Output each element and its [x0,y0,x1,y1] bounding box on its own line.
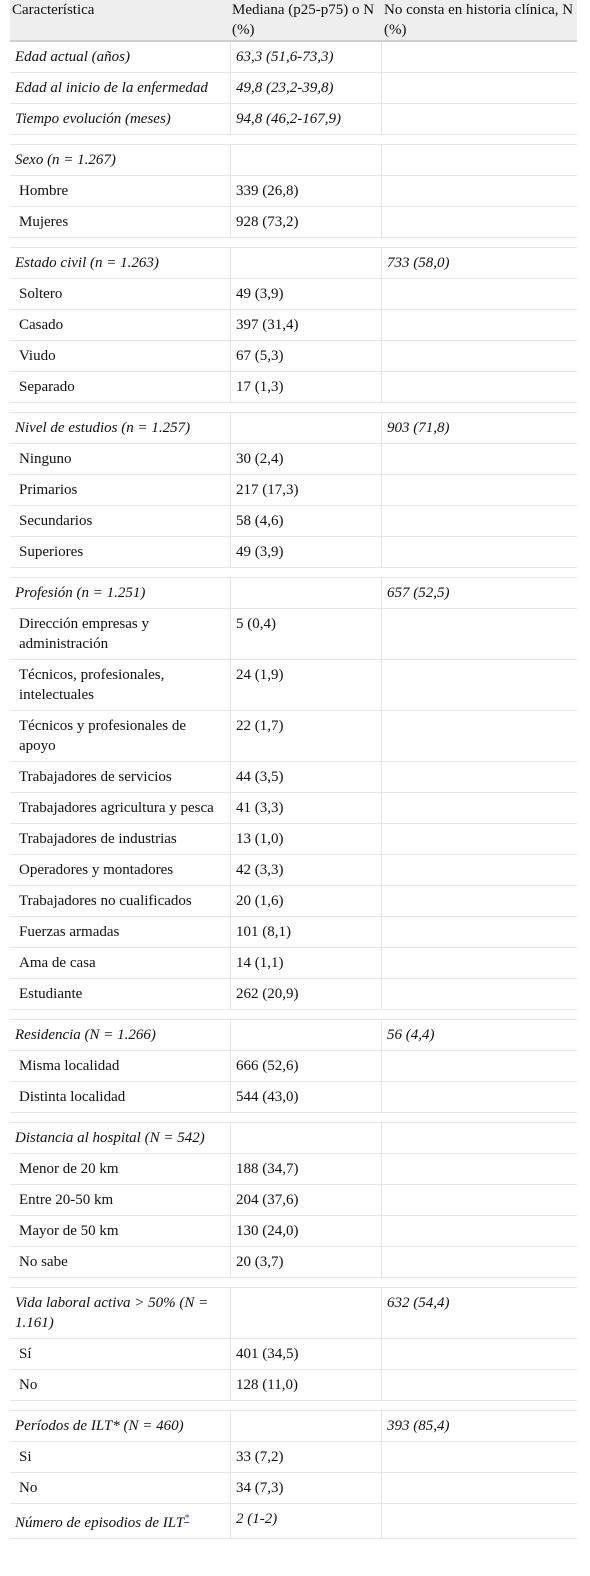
characteristic-label: Profesión (n = 1.251) [15,585,146,601]
cell-mediana: 128 (11,0) [230,1370,382,1400]
cell-mediana: 44 (3,5) [230,762,382,792]
cell-characteristic [10,279,230,309]
cell-characteristic [10,341,230,371]
cell-mediana: 49 (3,9) [230,279,382,309]
table-row [10,793,577,824]
cell-no-consta [382,104,577,134]
cell-mediana: 101 (8,1) [230,917,382,947]
characteristic-label: Trabajadores de servicios [19,769,172,785]
table-row-category [10,1020,577,1051]
table-row [10,475,577,506]
cell-no-consta [382,475,577,505]
characteristic-label: Misma localidad [19,1058,120,1074]
table-body [10,42,577,1539]
cell-characteristic [10,1247,230,1277]
cell-no-consta [382,948,577,978]
characteristic-label: Dirección empresas y administración [19,616,149,652]
cell-characteristic [10,886,230,916]
cell-no-consta [382,42,577,72]
table-header [10,0,577,42]
characteristic-label: No [19,1480,38,1496]
table-row [10,537,577,568]
table-row [10,762,577,793]
cell-characteristic [10,42,230,72]
cell-no-consta [382,73,577,103]
cell-mediana: 17 (1,3) [230,372,382,402]
cell-mediana: 928 (73,2) [230,207,382,237]
cell-no-consta [382,506,577,536]
cell-mediana: 5 (0,4) [230,609,382,659]
table-row [10,660,577,711]
cell-no-consta [382,824,577,854]
table-row-category [10,248,577,279]
cell-mediana: 24 (1,9) [230,660,382,710]
cell-mediana: 204 (37,6) [230,1185,382,1215]
characteristic-label: Estudiante [19,986,83,1002]
table-row [10,207,577,238]
characteristic-label: Técnicos, profesionales, intelectuales [19,667,165,703]
table-row-category [10,73,577,104]
cell-mediana: 33 (7,2) [230,1442,382,1472]
table-row-category [10,1288,577,1339]
cell-mediana: 41 (3,3) [230,793,382,823]
cell-mediana [230,1020,382,1050]
cell-no-consta [382,444,577,474]
cell-characteristic [10,310,230,340]
characteristics-table [10,0,577,1539]
section-spacer [10,1278,577,1288]
table-row-category [10,1504,577,1539]
cell-mediana: 544 (43,0) [230,1082,382,1112]
footnote-link[interactable]: * [184,1513,190,1524]
table-row [10,279,577,310]
section-spacer [10,403,577,413]
cell-no-consta [382,1247,577,1277]
cell-mediana: 339 (26,8) [230,176,382,206]
cell-no-consta [382,372,577,402]
cell-mediana [230,1123,382,1153]
cell-mediana: 30 (2,4) [230,444,382,474]
cell-no-consta: 56 (4,4) [387,1027,435,1043]
table-row [10,1339,577,1370]
cell-mediana [230,578,382,608]
characteristic-label: Distinta localidad [19,1089,126,1105]
cell-no-consta [382,310,577,340]
cell-no-consta [382,1216,577,1246]
characteristic-label: Mujeres [19,214,69,230]
characteristic-label: Edad actual (años) [15,49,130,65]
cell-mediana: 188 (34,7) [230,1154,382,1184]
cell-mediana: 58 (4,6) [230,506,382,536]
cell-mediana: 14 (1,1) [230,948,382,978]
table-row [10,1154,577,1185]
cell-characteristic [10,506,230,536]
section-spacer [10,135,577,145]
cell-no-consta: 903 (71,8) [387,420,450,436]
characteristic-label: Fuerzas armadas [19,924,120,940]
section-spacer [10,1113,577,1123]
cell-mediana: 397 (31,4) [230,310,382,340]
cell-characteristic [10,1051,230,1081]
cell-mediana [230,248,382,278]
table-row [10,711,577,762]
cell-no-consta [382,1442,577,1472]
cell-characteristic [10,1411,230,1441]
cell-characteristic [10,1082,230,1112]
table-row [10,1082,577,1113]
table-row-category [10,42,577,73]
table-row-category [10,145,577,176]
cell-no-consta [382,609,577,659]
cell-no-consta [382,793,577,823]
cell-no-consta: 632 (54,4) [387,1295,450,1311]
table-row-category [10,413,577,444]
characteristic-label: Trabajadores agricultura y pesca [19,800,214,816]
cell-no-consta [382,537,577,567]
cell-characteristic [10,979,230,1009]
cell-characteristic [10,711,230,761]
cell-no-consta [382,1473,577,1503]
cell-characteristic [10,824,230,854]
cell-characteristic [10,917,230,947]
table-row [10,1185,577,1216]
cell-mediana: 13 (1,0) [230,824,382,854]
characteristic-label: Operadores y montadores [19,862,174,878]
table-row [10,176,577,207]
characteristic-label: Casado [19,317,64,333]
cell-no-consta: 733 (58,0) [387,255,450,271]
table-row [10,1247,577,1278]
table-row [10,855,577,886]
cell-characteristic [10,1370,230,1400]
cell-no-consta [382,145,577,175]
cell-characteristic [10,73,230,103]
cell-no-consta [382,1051,577,1081]
cell-mediana: 49,8 (23,2-39,8) [230,73,382,103]
cell-characteristic [10,578,230,608]
cell-no-consta [382,341,577,371]
characteristic-label: Sexo (n = 1.267) [15,152,116,168]
cell-characteristic [10,1216,230,1246]
cell-characteristic [10,104,230,134]
cell-mediana: 2 (1-2) [230,1504,382,1538]
table-row [10,506,577,537]
cell-mediana: 666 (52,6) [230,1051,382,1081]
cell-no-consta [382,886,577,916]
characteristic-label: Técnicos y profesionales de apoyo [19,718,187,754]
column-header-caracteristica: Característica [12,2,95,18]
table-row [10,979,577,1010]
characteristic-label: Entre 20-50 km [19,1192,114,1208]
section-spacer [10,238,577,248]
table-row-category [10,1123,577,1154]
section-spacer [10,568,577,578]
table-row [10,1370,577,1401]
cell-characteristic [10,1185,230,1215]
characteristic-label: Edad al inicio de la enfermedad [15,80,208,96]
cell-characteristic [10,1288,230,1338]
cell-no-consta [382,1185,577,1215]
cell-no-consta [382,762,577,792]
cell-no-consta: 657 (52,5) [387,585,450,601]
cell-characteristic [10,855,230,885]
cell-no-consta [382,711,577,761]
cell-no-consta [382,279,577,309]
cell-mediana: 22 (1,7) [230,711,382,761]
characteristic-label: Mayor de 50 km [19,1223,119,1239]
cell-mediana: 262 (20,9) [230,979,382,1009]
cell-characteristic [10,660,230,710]
table-row [10,1473,577,1504]
cell-mediana: 94,8 (46,2-167,9) [230,104,382,134]
cell-mediana: 217 (17,3) [230,475,382,505]
table-row [10,609,577,660]
cell-no-consta [382,1123,577,1153]
cell-characteristic [10,248,230,278]
cell-characteristic [10,176,230,206]
cell-no-consta [382,979,577,1009]
cell-characteristic [10,413,230,443]
characteristic-label: Tiempo evolución (meses) [15,111,171,127]
cell-mediana: 42 (3,3) [230,855,382,885]
column-header-no-consta: No consta en historia clínica, N (%) [384,2,574,38]
cell-mediana: 34 (7,3) [230,1473,382,1503]
cell-no-consta [382,1154,577,1184]
cell-mediana: 63,3 (51,6-73,3) [230,42,382,72]
cell-characteristic [10,1442,230,1472]
cell-mediana: 20 (1,6) [230,886,382,916]
characteristic-label: Superiores [19,544,84,560]
cell-characteristic [10,609,230,659]
cell-no-consta [382,176,577,206]
table-row [10,310,577,341]
characteristic-label: Soltero [19,286,63,302]
cell-mediana: 67 (5,3) [230,341,382,371]
cell-characteristic [10,444,230,474]
characteristic-label: Menor de 20 km [19,1161,119,1177]
cell-characteristic [10,762,230,792]
cell-characteristic [10,793,230,823]
characteristic-label: Vida laboral activa > 50% (N = 1.161) [15,1295,209,1331]
cell-characteristic [10,475,230,505]
cell-characteristic [10,1123,230,1153]
cell-characteristic [10,1504,230,1538]
characteristic-label: Distancia al hospital (N = 542) [15,1130,205,1146]
table-row [10,341,577,372]
characteristic-label: Residencia (N = 1.266) [15,1027,156,1043]
cell-mediana: 130 (24,0) [230,1216,382,1246]
column-header-mediana: Mediana (p25-p75) o N (%) [232,2,375,38]
cell-mediana [230,145,382,175]
cell-no-consta [382,207,577,237]
characteristic-label: Secundarios [19,513,93,529]
table-row [10,886,577,917]
table-row [10,948,577,979]
cell-mediana: 401 (34,5) [230,1339,382,1369]
section-spacer [10,1010,577,1020]
cell-characteristic [10,948,230,978]
characteristic-label: Si [19,1449,32,1465]
table-row [10,372,577,403]
cell-no-consta [382,1339,577,1369]
table-row-category [10,104,577,135]
cell-characteristic [10,207,230,237]
cell-characteristic [10,1154,230,1184]
cell-mediana: 20 (3,7) [230,1247,382,1277]
characteristic-label: Ninguno [19,451,72,467]
cell-no-consta [382,917,577,947]
cell-mediana: 49 (3,9) [230,537,382,567]
cell-characteristic [10,145,230,175]
characteristic-label: Ama de casa [19,955,96,971]
cell-no-consta [382,660,577,710]
cell-no-consta [382,1370,577,1400]
cell-no-consta: 393 (85,4) [387,1418,450,1434]
characteristic-label: Trabajadores no cualificados [19,893,192,909]
cell-mediana [230,1288,382,1338]
cell-characteristic [10,1473,230,1503]
characteristic-label: Sí [19,1346,32,1362]
cell-mediana [230,1411,382,1441]
characteristic-label: Número de episodios de ILT [15,1515,185,1531]
characteristic-label: Primarios [19,482,78,498]
section-spacer [10,1401,577,1411]
table-row-category [10,578,577,609]
table-row-category [10,1411,577,1442]
cell-mediana [230,413,382,443]
cell-no-consta [382,855,577,885]
table-row [10,917,577,948]
characteristic-label: Períodos de ILT* (N = 460) [15,1418,184,1434]
cell-characteristic [10,1020,230,1050]
cell-characteristic [10,372,230,402]
characteristic-label: Separado [19,379,75,395]
characteristic-label: Estado civil (n = 1.263) [15,255,159,271]
cell-characteristic [10,1339,230,1369]
cell-no-consta [382,1082,577,1112]
table-row [10,1442,577,1473]
characteristic-label: Nivel de estudios (n = 1.257) [15,420,191,436]
table-row [10,1216,577,1247]
table-row [10,824,577,855]
characteristic-label: No [19,1377,38,1393]
characteristic-label: No sabe [19,1254,68,1270]
cell-no-consta [382,1504,577,1538]
table-row [10,1051,577,1082]
cell-characteristic [10,537,230,567]
characteristic-label: Trabajadores de industrias [19,831,177,847]
characteristic-label: Viudo [19,348,56,364]
characteristic-label: Hombre [19,183,69,199]
table-row [10,444,577,475]
